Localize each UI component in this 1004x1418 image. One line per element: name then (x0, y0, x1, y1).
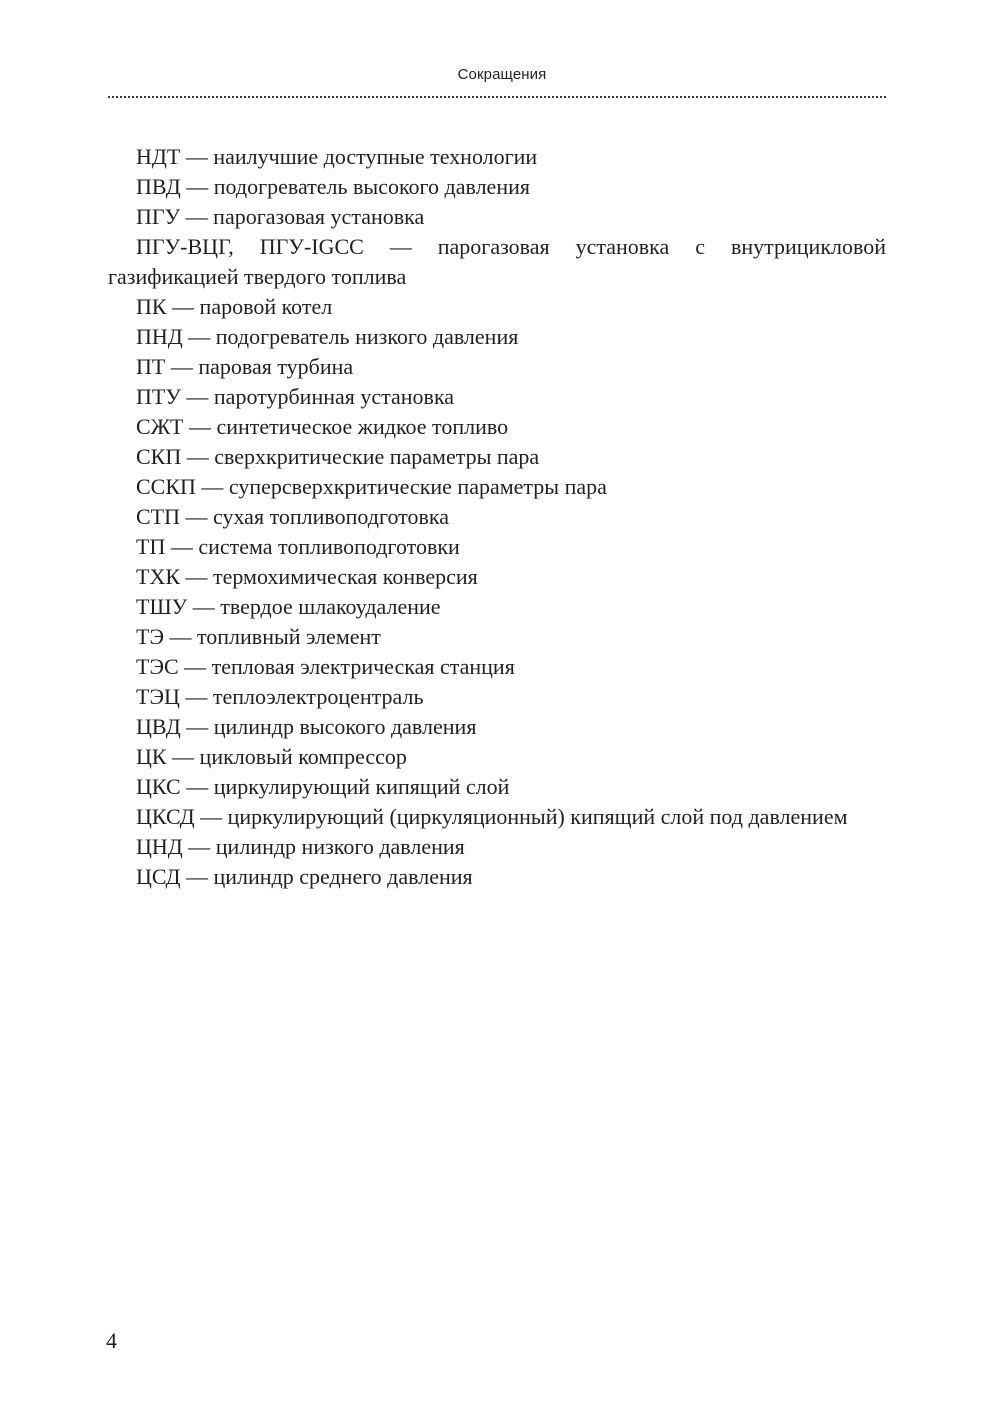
abbreviation-entry: ПВД — подогреватель высокого давления (136, 174, 530, 199)
abbreviation-entry: СЖТ — синтетическое жидкое топливо (136, 414, 509, 439)
abbreviation-entry: ССКП — суперсверхкритические параметры пара (136, 474, 607, 499)
abbreviation-entry: ТХК — термохимическая конверсия (136, 564, 478, 589)
abbreviation-entry: ЦК — цикловый компрессор (136, 744, 407, 769)
abbreviation-entry: ПТУ — паротурбинная установка (136, 384, 455, 409)
running-head: Сокращения (457, 66, 547, 83)
abbreviation-entry: ЦКС — циркулирующий кипящий слой (136, 774, 510, 799)
abbreviation-entry: ЦВД — цилиндр высокого давления (136, 714, 477, 739)
abbreviation-entry: ЦСД — цилиндр среднего давления (136, 864, 473, 889)
page-number: 4 (106, 1328, 117, 1353)
abbreviation-entry: ПНД — подогреватель низкого давления (136, 324, 519, 349)
abbreviation-entry: ПГУ — парогазовая установка (136, 204, 425, 229)
abbreviation-entry: НДТ — наилучшие доступные технологии (136, 144, 538, 169)
abbreviation-entry: ТЭЦ — теплоэлектроцентраль (136, 684, 424, 709)
abbreviation-entry: ПТ — паровая турбина (136, 354, 354, 379)
abbreviation-entry: ТЭС — тепловая электрическая станция (136, 654, 515, 679)
abbreviation-entry: ТЭ — топливный элемент (136, 624, 381, 649)
abbreviation-entry: ТП — система топливоподготовки (136, 534, 460, 559)
abbreviation-entry: ЦНД — цилиндр низкого давления (136, 834, 465, 859)
abbreviation-entry: СТП — сухая топливоподготовка (136, 504, 450, 529)
abbreviation-entry: ПГУ-ВЦГ, ПГУ-IGCC — парогазовая установка с внутрицикловой газификацией твердого топлива (108, 234, 886, 289)
abbreviation-entry: СКП — сверхкритические параметры пара (136, 444, 540, 469)
abbreviation-list (108, 142, 886, 892)
abbreviation-entry: ТШУ — твердое шлакоудаление (136, 594, 441, 619)
abbreviation-entry: ЦКСД — циркулирующий (циркуляционный) кипящий слой под давлением (136, 804, 848, 829)
abbreviation-entry: ПК — паровой котел (136, 294, 333, 319)
header-dotted-rule (108, 96, 886, 98)
